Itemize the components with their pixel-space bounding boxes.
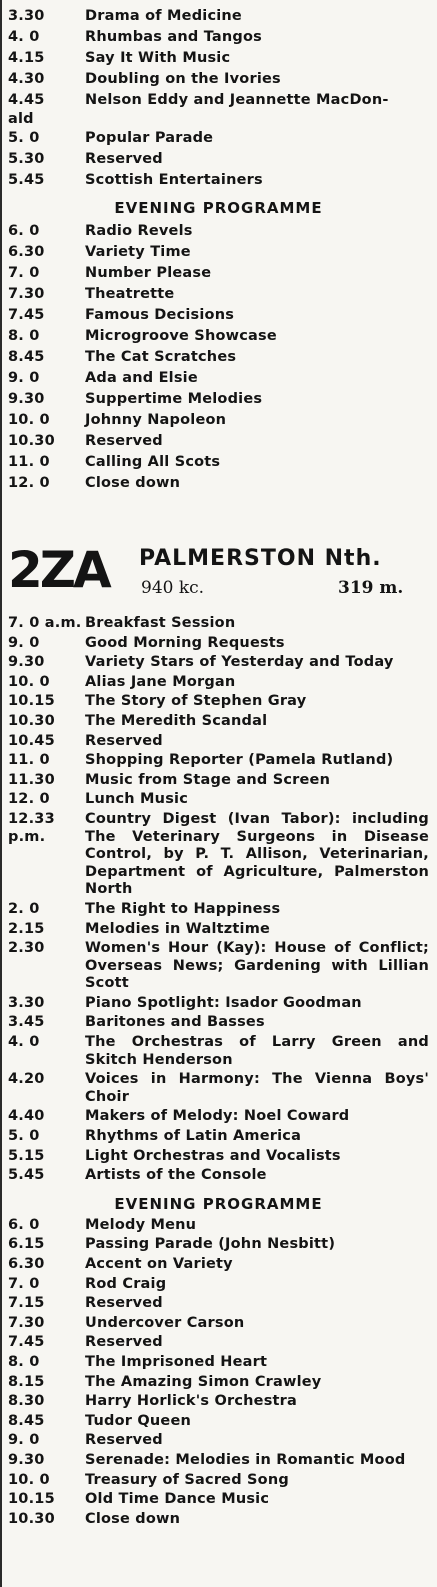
evening-programme-heading-2: EVENING PROGRAMME (114, 1194, 323, 1213)
schedule-time: 10.45 (8, 732, 55, 749)
schedule-row (8, 326, 429, 347)
schedule-row (8, 1276, 429, 1294)
schedule-time: 4. 0 (8, 1034, 40, 1051)
schedule-time: 10. 0 (8, 412, 50, 428)
schedule-programme: The Cat Scratches (85, 349, 237, 365)
schedule-programme: Music from Stage and Screen (85, 771, 331, 788)
schedule-time: 7.45 (8, 1334, 45, 1351)
schedule-programme: Serenade: Melodies in Romantic Mood (85, 1451, 406, 1468)
schedule-row (8, 1256, 429, 1274)
schedule-programme: The Meredith Scandal (85, 712, 268, 729)
schedule-time: 10. 0 (8, 1471, 50, 1488)
schedule-programme: Voices in Harmony: The Vienna Boys' Choir (85, 1071, 429, 1105)
schedule-row (8, 921, 429, 939)
schedule-programme: Say It With Music (85, 50, 231, 66)
schedule-row (8, 128, 429, 149)
schedule-time: 6. 0 (8, 223, 40, 239)
schedule-time: 5.45 (8, 1167, 45, 1184)
schedule-time: 6.15 (8, 1236, 45, 1253)
schedule-row (8, 1452, 429, 1470)
schedule-row (8, 48, 429, 69)
schedule-programme: Theatrette (85, 286, 175, 302)
schedule-row (8, 69, 429, 90)
schedule-row (8, 452, 429, 473)
schedule-time: 8.45 (8, 1412, 45, 1429)
schedule-row (8, 713, 429, 731)
schedule-programme: Old Time Dance Music (85, 1491, 270, 1508)
schedule-programme: Reserved (85, 1432, 163, 1449)
schedule-programme: Famous Decisions (85, 307, 235, 323)
schedule-time: 11.30 (8, 771, 55, 788)
schedule-programme: Rod Craig (85, 1275, 167, 1292)
schedule-time: 8.15 (8, 1373, 45, 1390)
schedule-programme: Harry Horlick's Orchestra (85, 1393, 297, 1410)
schedule-programme: Close down (85, 475, 181, 491)
schedule-time: 4.40 (8, 1108, 45, 1125)
schedule-time: 12. 0 (8, 475, 50, 491)
schedule-time: 7.30 (8, 1314, 45, 1331)
station-wavelength: 319 m. (338, 578, 404, 598)
schedule-time: 9.30 (8, 391, 45, 407)
schedule-row (8, 149, 429, 170)
schedule-row (8, 368, 429, 389)
schedule-time: 7. 0 (8, 1275, 40, 1292)
schedule-time: 6. 0 (8, 1216, 40, 1233)
schedule-time: 7.30 (8, 286, 45, 302)
schedule-row (8, 1108, 429, 1126)
schedule-row (8, 752, 429, 770)
schedule-programme: Scottish Entertainers (85, 172, 263, 188)
schedule-time: 3.30 (8, 8, 45, 24)
schedule-time: 10.15 (8, 693, 55, 710)
schedule-time: 9. 0 (8, 1432, 40, 1449)
schedule-row (8, 1167, 429, 1185)
schedule-row (8, 1217, 429, 1235)
schedule-row (8, 674, 429, 692)
schedule-row (8, 242, 429, 263)
schedule-time: 10.30 (8, 1510, 55, 1527)
schedule-programme: Lunch Music (85, 791, 188, 808)
schedule-time: 8. 0 (8, 1353, 40, 1370)
schedule-row (8, 1374, 429, 1392)
schedule-row (8, 1432, 429, 1450)
schedule-row (8, 1148, 429, 1166)
schedule-row (8, 1491, 429, 1509)
schedule-programme: The Imprisoned Heart (85, 1353, 268, 1370)
schedule-programme: Accent on Variety (85, 1256, 233, 1272)
station-city: PALMERSTON Nth. (139, 546, 382, 571)
schedule-time: 9. 0 (8, 370, 40, 386)
schedule-row (8, 654, 429, 672)
schedule-row (8, 1472, 429, 1490)
schedule-programme: Good Morning Requests (85, 634, 285, 651)
schedule-programme: Variety Time (85, 244, 191, 260)
schedule-programme: Radio Revels (85, 223, 193, 239)
schedule-programme: The Amazing Simon Crawley (85, 1373, 322, 1390)
schedule-programme: Melodies in Waltztime (85, 920, 271, 937)
schedule-time: 7. 0 (8, 265, 40, 281)
previous-station-listing (8, 6, 429, 494)
schedule-time: 12.33 p.m. (8, 810, 55, 845)
schedule-time: 7.45 (8, 307, 45, 323)
schedule-time: 10. 0 (8, 673, 50, 690)
schedule-time: 6.30 (8, 244, 45, 260)
schedule-programme: Reserved (85, 433, 163, 449)
schedule-programme: Rhumbas and Tangos (85, 29, 262, 45)
schedule-row (8, 1034, 429, 1069)
schedule-programme: Country Digest (Ivan Tabor): including The Veterinary Surgeons in Disease Control, by P. T. Allison, Veterinarian, Department of Agriculture, Palmerston North (85, 810, 429, 898)
schedule-time: 8. 0 (8, 328, 40, 344)
schedule-row (8, 901, 429, 919)
schedule-time: 5.15 (8, 1147, 45, 1164)
schedule-row (8, 733, 429, 751)
schedule-programme: Variety Stars of Yesterday and Today (85, 654, 394, 671)
schedule-row (8, 1071, 429, 1106)
schedule-row (8, 6, 429, 27)
schedule-programme: Shopping Reporter (Pamela Rutland) (85, 752, 394, 769)
schedule-time: 7. 0 a.m. (8, 615, 82, 631)
schedule-time: 11. 0 (8, 454, 50, 470)
schedule-row (8, 772, 429, 790)
schedule-time: 8.45 (8, 349, 45, 365)
schedule-row (8, 473, 429, 494)
schedule-row (8, 1014, 429, 1032)
schedule-time: 9.30 (8, 1451, 45, 1468)
schedule-time: 10.15 (8, 1491, 55, 1508)
schedule-row (8, 263, 429, 284)
schedule-row (8, 1315, 429, 1333)
schedule-row (8, 1128, 429, 1146)
schedule-programme: Ada and Elsie (85, 370, 198, 386)
schedule-row (8, 1295, 429, 1313)
schedule-programme: Drama of Medicine (85, 8, 242, 24)
schedule-time: 2.30 (8, 940, 45, 957)
schedule-programme: Baritones and Basses (85, 1014, 265, 1031)
schedule-row (8, 305, 429, 326)
schedule-programme: Popular Parade (85, 130, 214, 146)
schedule-programme: Artists of the Console (85, 1167, 267, 1184)
schedule-time: 7.15 (8, 1295, 45, 1312)
schedule-row (8, 1236, 429, 1254)
schedule-time: 10.30 (8, 712, 55, 729)
schedule-time: 4. 0 (8, 29, 40, 45)
schedule-row (8, 410, 429, 431)
schedule-row (8, 811, 429, 899)
schedule-row (8, 1334, 429, 1352)
evening-programme-heading: EVENING PROGRAMME (114, 199, 323, 217)
schedule-programme: Close down (85, 1510, 181, 1527)
schedule-row (8, 635, 429, 653)
schedule-programme: Reserved (85, 1334, 163, 1351)
schedule-programme: Light Orchestras and Vocalists (85, 1147, 341, 1164)
station-masthead (8, 540, 429, 612)
schedule-row (8, 221, 429, 242)
schedule-row (8, 1393, 429, 1411)
schedule-programme: Tudor Queen (85, 1412, 192, 1429)
schedule-programme: Number Please (85, 265, 212, 281)
schedule-programme: Piano Spotlight: Isador Goodman (85, 994, 362, 1011)
schedule-programme: Breakfast Session (85, 615, 236, 631)
schedule-row (8, 170, 429, 191)
schedule-row (8, 431, 429, 452)
schedule-programme: Reserved (85, 732, 163, 749)
schedule-time: 5. 0 (8, 130, 40, 146)
schedule-programme: The Right to Happiness (85, 900, 281, 917)
schedule-programme: Nelson Eddy and Jeannette MacDon- (85, 92, 389, 108)
schedule-programme: Treasury of Sacred Song (85, 1471, 289, 1488)
wrapped-continuation: ald (8, 111, 34, 127)
schedule-row (8, 284, 429, 305)
schedule-programme: Suppertime Melodies (85, 391, 263, 407)
day-programme (8, 614, 429, 1530)
schedule-row (8, 27, 429, 48)
schedule-programme: Rhythms of Latin America (85, 1128, 302, 1145)
schedule-programme: Undercover Carson (85, 1314, 245, 1331)
schedule-time: 5.30 (8, 151, 45, 167)
schedule-programme: Johnny Napoleon (85, 412, 227, 428)
schedule-row (8, 791, 429, 809)
schedule-programme: The Orchestras of Larry Green and Skitch Henderson (85, 1034, 429, 1068)
schedule-time: 10.30 (8, 433, 55, 449)
schedule-row (8, 1354, 429, 1372)
schedule-time: 11. 0 (8, 752, 50, 769)
schedule-time: 9.30 (8, 654, 45, 671)
schedule-time: 2.15 (8, 920, 45, 937)
schedule-time: 2. 0 (8, 900, 40, 917)
schedule-time: 3.30 (8, 994, 45, 1011)
schedule-row (8, 693, 429, 711)
schedule-row (8, 1511, 429, 1529)
schedule-row (8, 995, 429, 1013)
schedule-row (8, 940, 429, 993)
schedule-programme: Passing Parade (John Nesbitt) (85, 1236, 336, 1253)
schedule-time: 4.45 (8, 92, 45, 108)
column-rule (0, 0, 2, 1587)
schedule-time: 4.30 (8, 71, 45, 87)
schedule-row (8, 90, 429, 111)
schedule-time: 8.30 (8, 1393, 45, 1410)
schedule-programme: Women's Hour (Kay): House of Conflict; Overseas News; Gardening with Lillian Scott (85, 940, 429, 992)
schedule-time: 4.15 (8, 50, 45, 66)
schedule-time: 4.20 (8, 1071, 45, 1088)
schedule-time: 3.45 (8, 1014, 45, 1031)
schedule-programme: Doubling on the Ivories (85, 71, 281, 87)
schedule-programme: Alias Jane Morgan (85, 673, 236, 690)
schedule-programme: Makers of Melody: Noel Coward (85, 1108, 350, 1125)
schedule-row (8, 615, 429, 633)
schedule-time: 6.30 (8, 1256, 45, 1272)
station-call-sign: 2ZA (8, 541, 109, 599)
schedule-time: 5. 0 (8, 1128, 40, 1145)
schedule-row (8, 389, 429, 410)
schedule-programme: Reserved (85, 1295, 163, 1312)
schedule-programme: Reserved (85, 151, 163, 167)
schedule-programme: The Story of Stephen Gray (85, 693, 307, 710)
schedule-time: 9. 0 (8, 634, 40, 651)
schedule-row (8, 347, 429, 368)
schedule-time: 5.45 (8, 172, 45, 188)
schedule-programme: Microgroove Showcase (85, 328, 277, 344)
schedule-programme: Calling All Scots (85, 454, 221, 470)
schedule-time: 12. 0 (8, 791, 50, 808)
schedule-programme: Melody Menu (85, 1216, 197, 1233)
schedule-row (8, 1413, 429, 1431)
station-frequency: 940 kc. (141, 578, 205, 598)
